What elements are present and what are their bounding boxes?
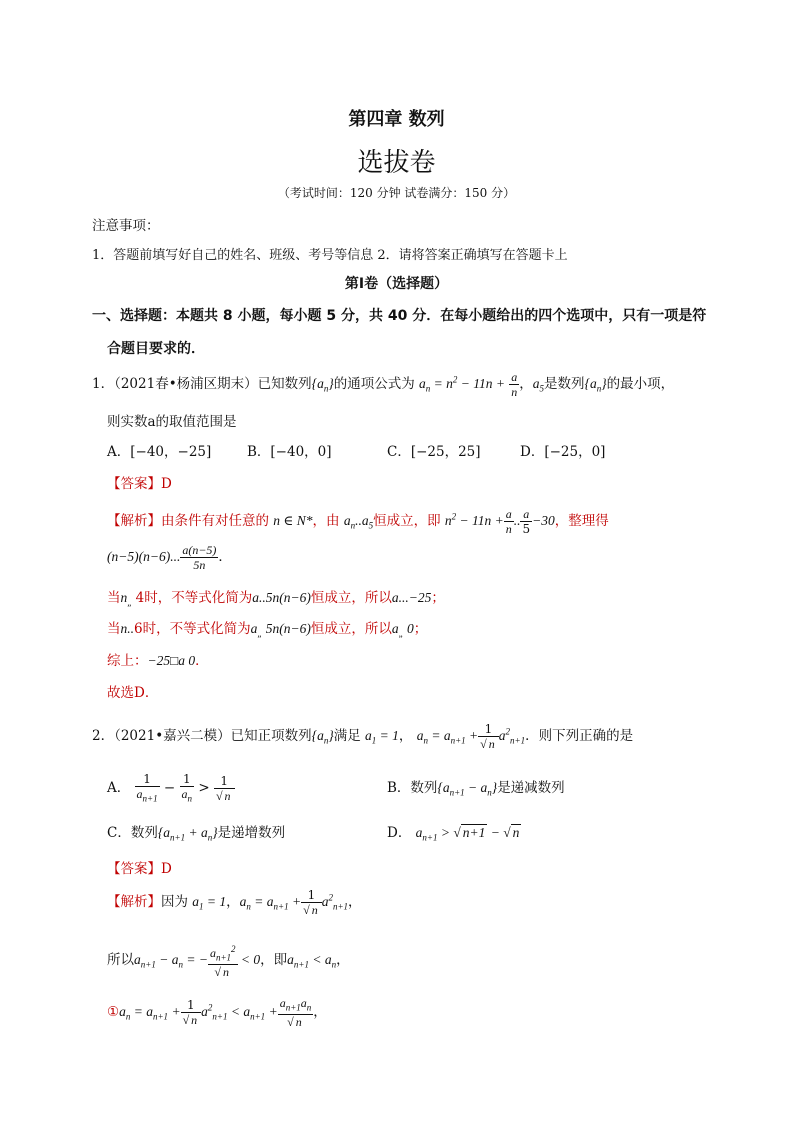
q1-summary: 综上：−25□a 0． (107, 653, 209, 669)
q1-answer: 【答案】D (107, 476, 172, 492)
chapter-title: 第四章 数列 (348, 109, 445, 130)
question-number: 2． (92, 728, 115, 744)
q1-case-2: 当n..6时，不等式化简为$a_„$ 5n(n−6)恒成立，所以$a_„$ 0； (107, 621, 428, 639)
q2-option-a: A． $\frac{1}{a_{n+1}}$ − $\frac{1}{a_n}$ > $\frac{1}{√ n}$ (107, 772, 235, 805)
question-1-stem-2: 则实数a的取值范围是 (107, 414, 237, 430)
notice-line: 1．答题前填写好自己的姓名、班级、考号等信息 2．请将答案正确填写在答题卡上 (92, 248, 568, 263)
q1-analysis-line-2: (n−5)(n−6)... $\frac{a(n-5)}{5n}$ ． (107, 543, 232, 572)
question-source: （2021•嘉兴二模） (114, 728, 231, 744)
question-number: 1． (92, 376, 115, 392)
section-instruction-2: 合题目要求的． (107, 341, 205, 357)
q2-analysis-line-1: 【解析】因为 $a_1 = 1$，$a_n = a_{n+1}$ + $\frac{1}{√ n}$ $a^2_{n+1}$， (107, 888, 362, 917)
q2-analysis-line-3: $①a_n = a_{n+1}$ + $\frac{1}{√ n}$ $a^2_{n+1} < a_{n+1}$ + $\frac{a_{n+1}a_n}{√ n}$ ， (107, 996, 327, 1030)
q1-conclusion: 故选D． (107, 685, 159, 701)
q2-option-d: D． $a_{n+1}$ > √ n+1 − √ n (387, 825, 520, 843)
section-title: 第Ⅰ卷（选择题） (344, 276, 449, 292)
paper-title: 选拔卷 (357, 148, 436, 178)
q1-option-b: B．[−40，0] (247, 444, 332, 460)
section-instruction-1: 一、选择题：本题共 8 小题，每小题 5 分，共 40 分．在每小题给出的四个选项中，只有一项是符 (92, 308, 707, 324)
q2-analysis-line-2: 所以$a_{n+1} - a_n$ = − $\frac{a_{n+1}^2}{√ n}$ < 0，即$a_{n+1} < a_n$， (107, 944, 350, 980)
exam-info: （考试时间：120 分钟 试卷满分：150 分） (277, 186, 516, 200)
question-1-stem: 1．（2021春•杨浦区期末）已知数列$\{a_n\}$的通项公式为 $a_n = n^2 - 11n$ + $\frac{a}{n}$ ，$a_5$是数列$\{a_n\}$的最小项， (92, 370, 675, 399)
q1-option-c: C．[−25，25] (387, 444, 481, 460)
q2-option-b: B．数列$\{a_{n+1} - a_n\}$是递减数列 (387, 780, 565, 798)
circled-number: ① (107, 1004, 120, 1021)
q2-option-c: C．数列$\{a_{n+1} + a_n\}$是递增数列 (107, 825, 286, 843)
q1-analysis-line-1: 【解析】由条件有对任意的 n ∈ N*，由 $a_n..a_5$恒成立，即 $n^2 - 11n$ + $\frac{a}{n}$ .. $\frac{a}{5}$ −30，整理得 (107, 507, 609, 536)
question-2-stem: 2．（2021•嘉兴二模）已知正项数列$\{a_n\}$满足 $a_1 = 1$， $a_n = a_{n+1}$ + $\frac{1}{√ n}$ $a^2_{n+1}$．则下列正确的是 (92, 722, 634, 751)
question-source: （2021春•杨浦区期末） (114, 376, 258, 392)
notice-heading: 注意事项： (92, 218, 160, 234)
q2-answer: 【答案】D (107, 861, 172, 877)
q1-option-d: D．[−25，0] (520, 444, 606, 460)
q1-option-a: A．[−40，−25] (107, 444, 212, 460)
q1-case-1: 当$n_„$ 4时，不等式化简为a..5n(n−6)恒成立，所以a...−25； (107, 590, 445, 608)
